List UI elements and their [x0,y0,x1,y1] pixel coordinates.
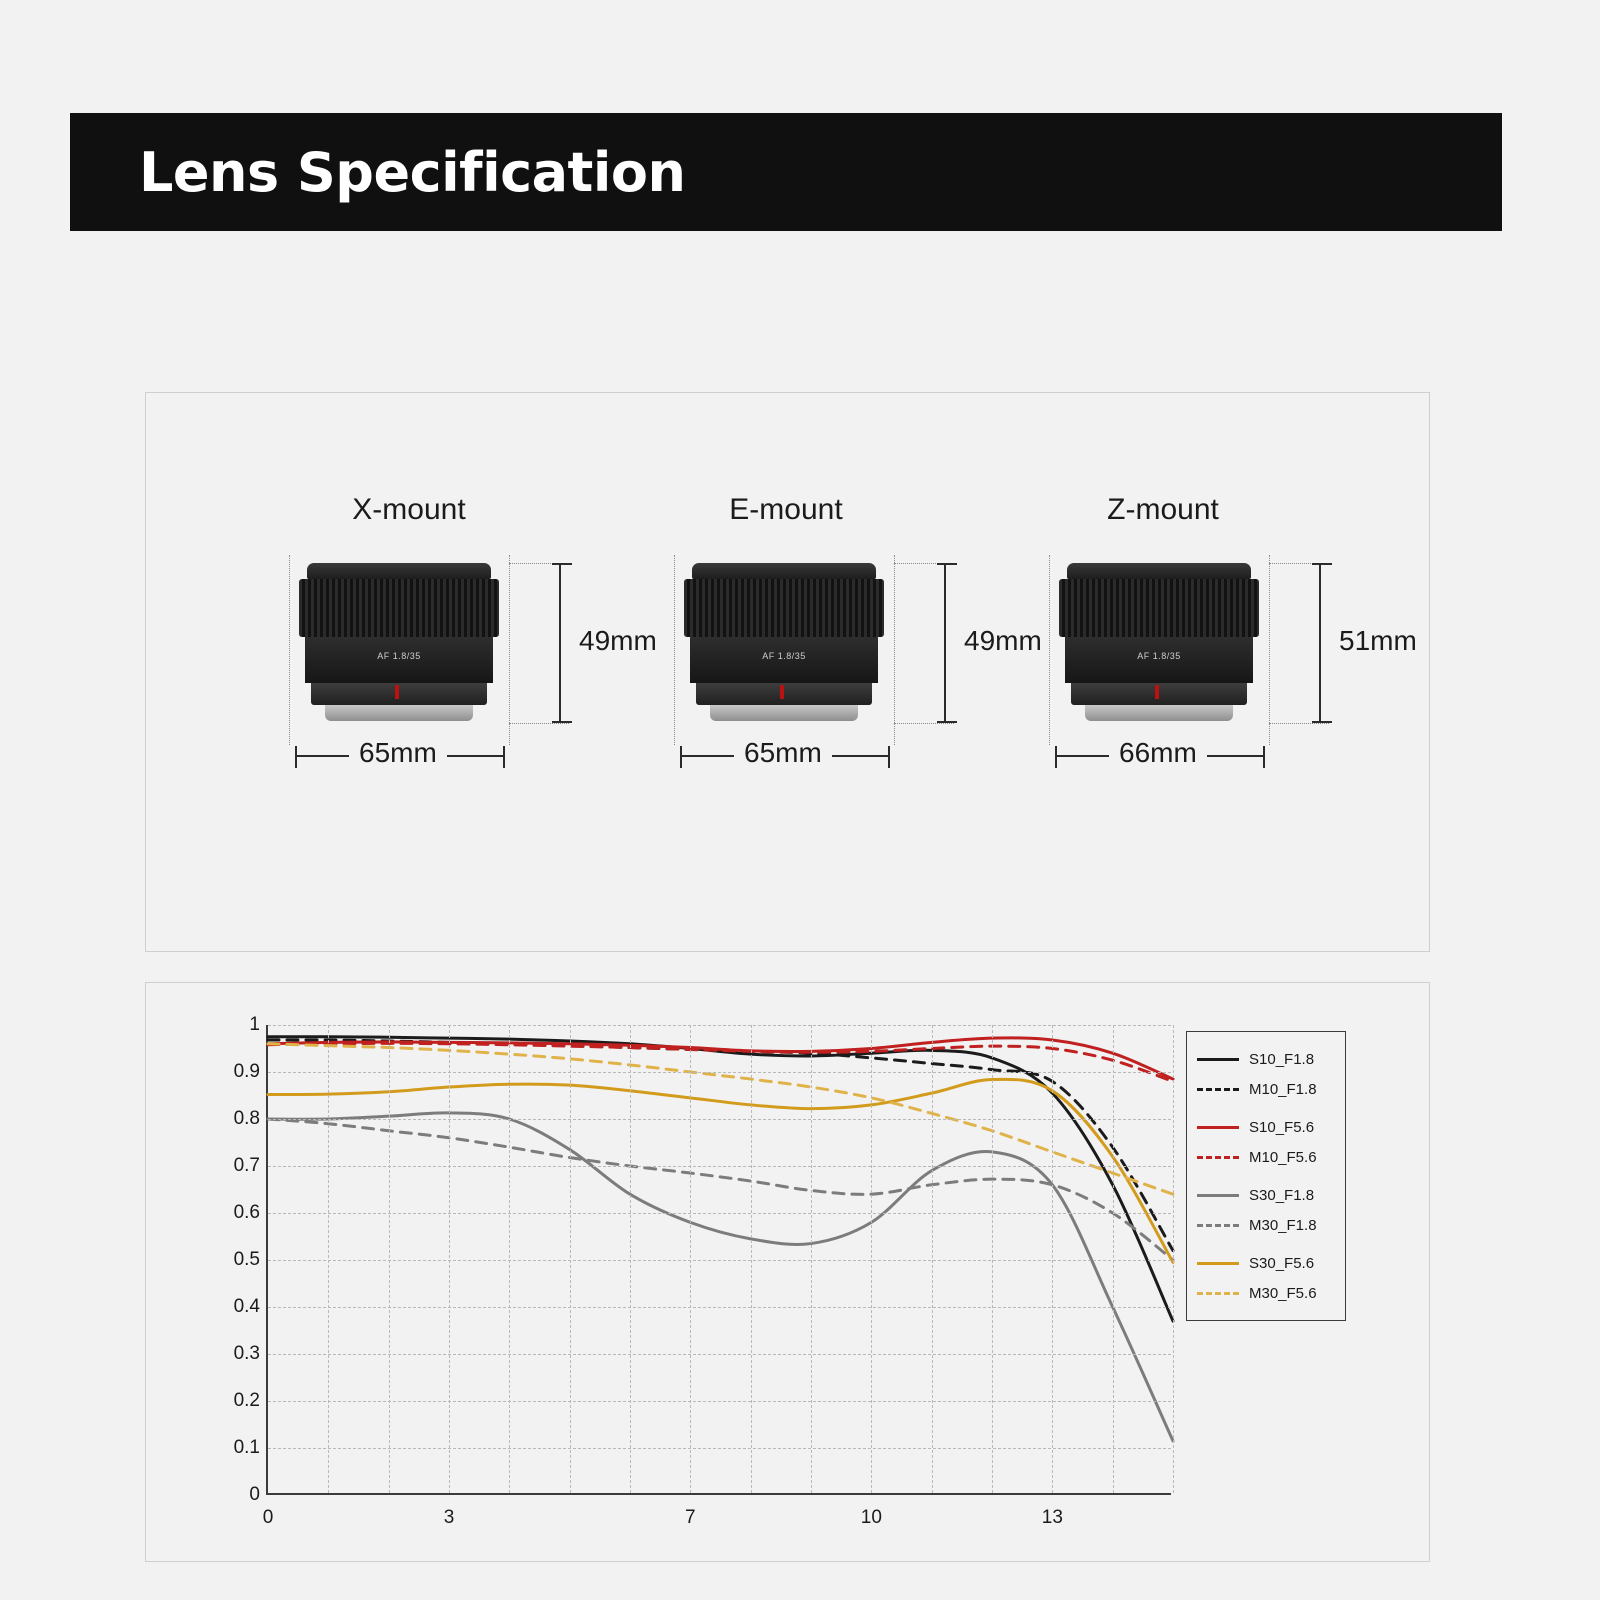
width-dimension-label: 65mm [349,737,447,769]
lens-mount-flange [1085,705,1233,721]
chart-gridline-vertical [871,1025,872,1493]
height-dimension-line [1319,563,1321,723]
lens-mount-flange [710,705,858,721]
legend-item[interactable] [1197,1044,1335,1074]
guide-line-right [894,555,895,745]
chart-gridline-horizontal [268,1260,1171,1261]
legend-swatch [1197,1156,1239,1159]
legend-swatch [1197,1088,1239,1091]
legend-group-gap [1197,1172,1335,1180]
chart-x-tick-label: 7 [685,1507,696,1528]
lens-drawing [1051,563,1267,723]
legend-swatch [1197,1126,1239,1129]
mount-block-e [626,493,1042,768]
lens-body [690,637,878,683]
chart-gridline-vertical [570,1025,571,1493]
lens-barrel-top [692,563,876,579]
lens-body [305,637,493,683]
lens-illustration [676,555,1042,768]
chart-x-tick-label: 10 [860,1507,882,1528]
mount-row [146,393,1429,951]
legend-label: S30_F1.8 [1249,1186,1315,1204]
lens-focus-ring [684,579,884,637]
lens-base [311,683,487,705]
chart-gridline-horizontal [268,1448,1171,1449]
legend-label: M10_F1.8 [1249,1080,1317,1098]
legend-item[interactable] [1197,1074,1335,1104]
chart-y-tick-label: 0.1 [233,1437,260,1458]
legend-swatch [1197,1224,1239,1227]
guide-line-left [289,555,290,745]
guide-line-right [1269,555,1270,745]
lens-focus-ring [1059,579,1259,637]
chart-gridline-horizontal [268,1025,1171,1026]
chart-series-line [268,1119,1173,1260]
chart-y-tick-label: 0.8 [233,1108,260,1129]
guide-line-right [509,555,510,745]
chart-gridline-horizontal [268,1307,1171,1308]
lens-mount-index-dot [1155,685,1159,699]
legend-label: S30_F5.6 [1249,1254,1315,1272]
lens-engraving: AF 1.8/35 [762,651,806,661]
chart-y-tick-label: 0.9 [233,1061,260,1082]
legend-label: S10_F1.8 [1249,1050,1315,1068]
chart-gridline-vertical [690,1025,691,1493]
lens-dimensions-panel [145,392,1430,952]
chart-y-tick-label: 0.3 [233,1343,260,1364]
height-dimension-line [944,563,946,723]
chart-gridline-horizontal [268,1119,1171,1120]
lens-drawing [676,563,892,723]
chart-y-tick-label: 0.4 [233,1296,260,1317]
width-dimension-label: 65mm [734,737,832,769]
chart-series-line [268,1113,1173,1441]
lens-barrel-top [1067,563,1251,579]
chart-gridline-horizontal [268,1072,1171,1073]
chart-gridline-vertical [751,1025,752,1493]
chart-gridline-vertical [328,1025,329,1493]
chart-gridline-vertical [992,1025,993,1493]
legend-swatch [1197,1194,1239,1197]
chart-gridline-vertical [449,1025,450,1493]
chart-gridline-vertical [811,1025,812,1493]
chart-gridline-vertical [1173,1025,1174,1493]
height-dimension-line [559,563,561,723]
chart-y-tick-label: 0.2 [233,1390,260,1411]
chart-gridline-horizontal [268,1401,1171,1402]
legend-label: M10_F5.6 [1249,1148,1317,1166]
chart-plot-area [233,1014,1171,1528]
width-dimension-label: 66mm [1109,737,1207,769]
mtf-chart-panel [145,982,1430,1562]
chart-gridline-vertical [1113,1025,1114,1493]
mount-label: E-mount [729,493,843,526]
chart-gridline-vertical [389,1025,390,1493]
legend-item[interactable] [1197,1112,1335,1142]
guide-line-bottom [1269,723,1329,724]
height-dimension-label: 49mm [964,625,1042,656]
chart-gridline-vertical [932,1025,933,1493]
lens-base [1071,683,1247,705]
chart-gridline-horizontal [268,1213,1171,1214]
page-title: Lens Specification [139,140,686,204]
chart-gridline-horizontal [268,1354,1171,1355]
legend-item[interactable] [1197,1142,1335,1172]
legend-item[interactable] [1197,1210,1335,1240]
lens-engraving: AF 1.8/35 [1137,651,1181,661]
chart-y-tick-label: 0 [249,1484,260,1505]
lens-mount-index-dot [780,685,784,699]
lens-engraving: AF 1.8/35 [377,651,421,661]
chart-x-tick-label: 3 [443,1507,455,1528]
mount-label: X-mount [352,493,466,526]
height-dimension-label: 51mm [1339,625,1417,656]
chart-x-tick-label: 0 [262,1507,274,1528]
chart-series-line [268,1037,1173,1321]
lens-mount-flange [325,705,473,721]
header-bar [70,113,1502,231]
guide-line-bottom [894,723,954,724]
lens-body [1065,637,1253,683]
legend-group-gap [1197,1240,1335,1248]
guide-line-left [674,555,675,745]
lens-mount-index-dot [395,685,399,699]
mount-block-z [1001,493,1417,768]
chart-gridline-vertical [630,1025,631,1493]
lens-focus-ring [299,579,499,637]
lens-illustration [291,555,657,768]
lens-illustration [1051,555,1417,768]
legend-item[interactable] [1197,1248,1335,1278]
mount-label: Z-mount [1107,493,1219,526]
chart-legend [1186,1031,1346,1321]
legend-item[interactable] [1197,1278,1335,1308]
chart-y-tick-label: 1 [249,1014,260,1035]
chart-gridline-vertical [1052,1025,1053,1493]
chart-gridline-horizontal [268,1166,1171,1167]
lens-base [696,683,872,705]
chart-gridline-vertical [509,1025,510,1493]
lens-drawing [291,563,507,723]
legend-swatch [1197,1262,1239,1265]
legend-group-gap [1197,1104,1335,1112]
legend-label: M30_F1.8 [1249,1216,1317,1234]
lens-barrel-top [307,563,491,579]
legend-label: M30_F5.6 [1249,1284,1317,1302]
legend-item[interactable] [1197,1180,1335,1210]
chart-y-tick-label: 0.5 [233,1249,260,1270]
height-dimension-label: 49mm [579,625,657,656]
legend-swatch [1197,1292,1239,1295]
guide-line-left [1049,555,1050,745]
legend-label: S10_F5.6 [1249,1118,1315,1136]
mtf-chart [233,1014,1171,1528]
chart-x-tick-label: 13 [1041,1507,1063,1528]
legend-swatch [1197,1058,1239,1061]
mount-block-x [241,493,657,768]
chart-y-tick-label: 0.7 [233,1155,260,1176]
guide-line-bottom [509,723,569,724]
chart-y-tick-label: 0.6 [233,1202,260,1223]
